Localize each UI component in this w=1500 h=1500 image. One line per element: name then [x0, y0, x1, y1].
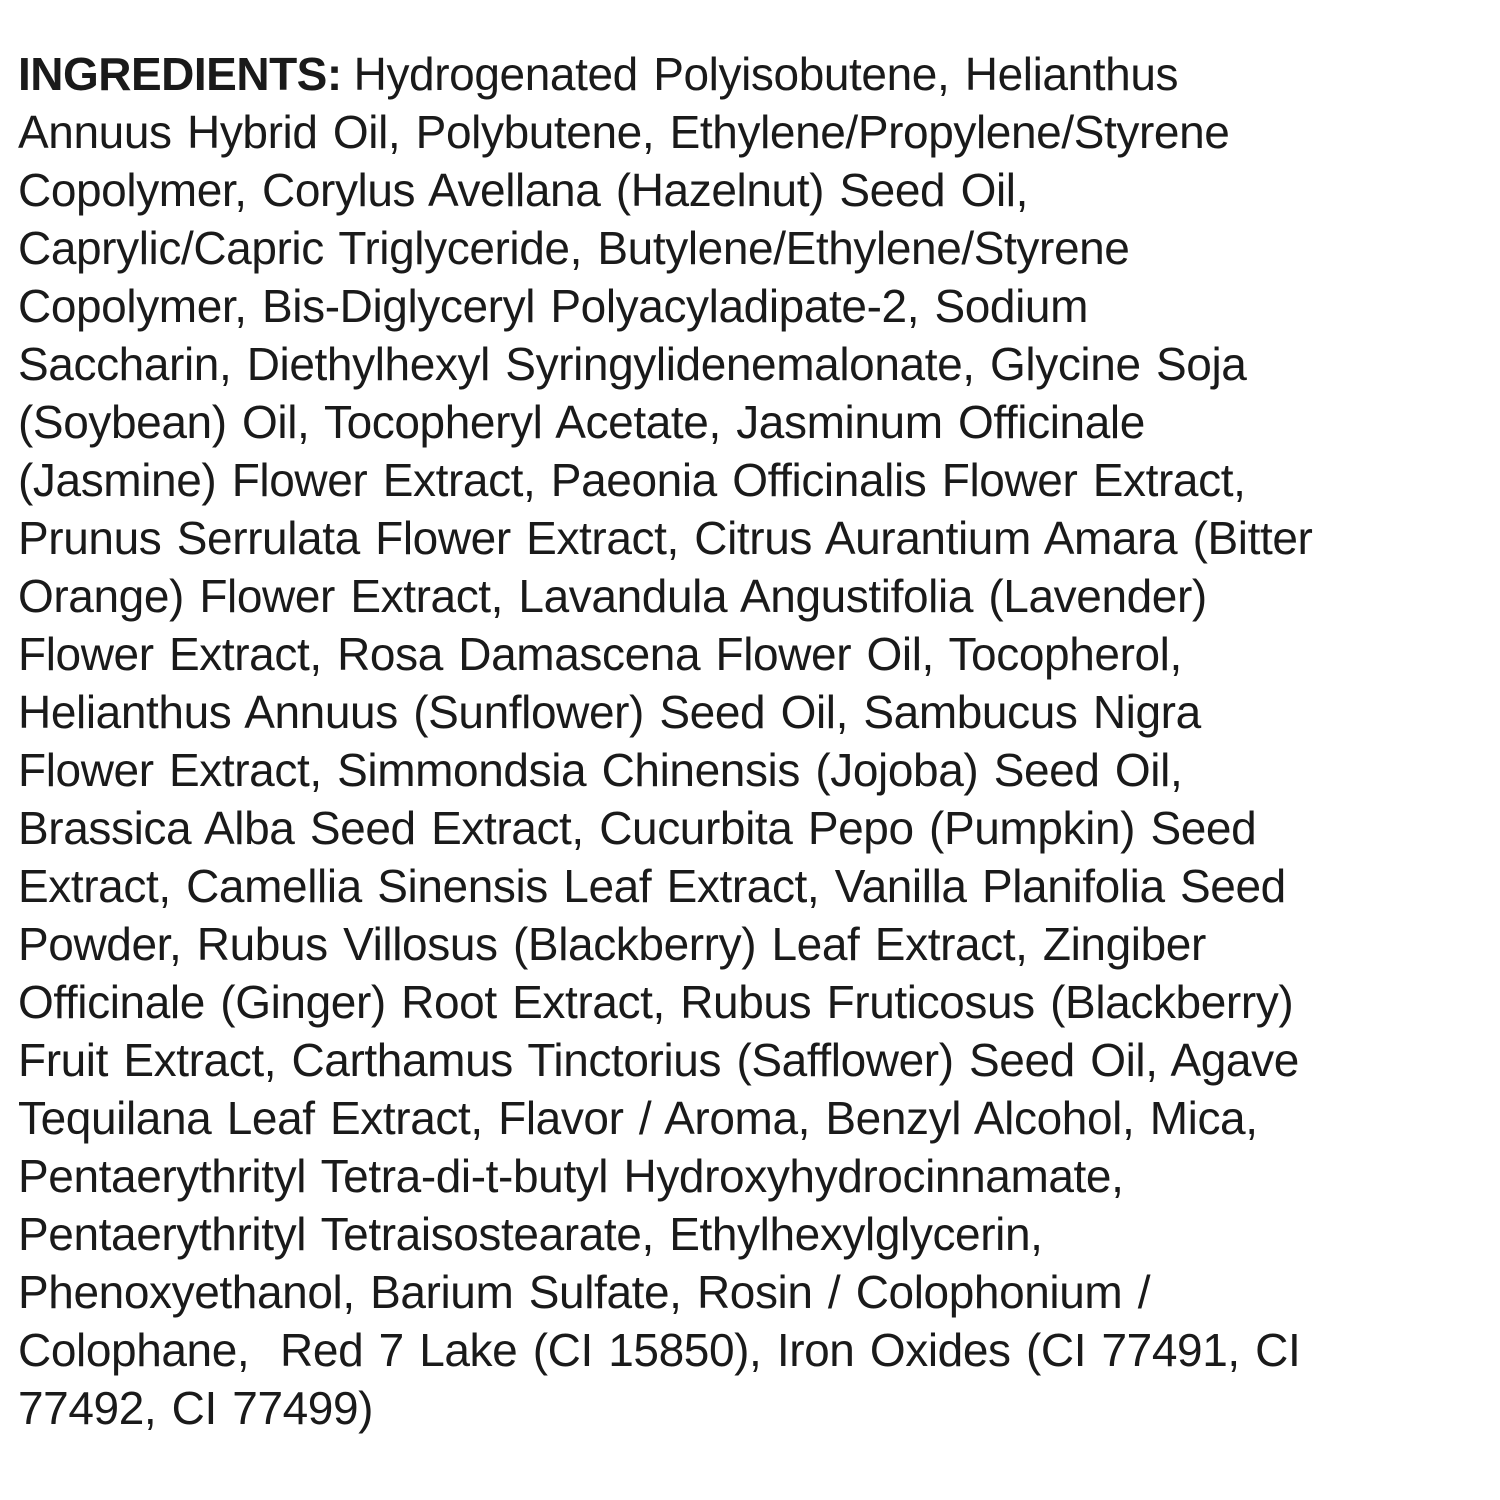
ingredients-line: Prunus Serrulata Flower Extract, Citrus Aurantium Amara (Bitter: [18, 512, 1313, 564]
ingredients-line: Tequilana Leaf Extract, Flavor / Aroma, Benzyl Alcohol, Mica,: [18, 1092, 1258, 1144]
ingredients-line: (Soybean) Oil, Tocopheryl Acetate, Jasminum Officinale: [18, 396, 1145, 448]
ingredients-line: Colophane, Red 7 Lake (CI 15850), Iron Oxides (CI 77491, CI: [18, 1324, 1301, 1376]
ingredients-line: Caprylic/Capric Triglyceride, Butylene/Ethylene/Styrene: [18, 222, 1130, 274]
ingredients-line: Pentaerythrityl Tetra-di-t-butyl Hydroxyhydrocinnamate,: [18, 1150, 1124, 1202]
ingredients-heading: INGREDIENTS:: [18, 48, 342, 100]
ingredients-line: Fruit Extract, Carthamus Tinctorius (Safflower) Seed Oil, Agave: [18, 1034, 1299, 1086]
ingredients-line: Pentaerythrityl Tetraisostearate, Ethylhexylglycerin,: [18, 1208, 1043, 1260]
ingredients-line: Saccharin, Diethylhexyl Syringylidenemalonate, Glycine Soja: [18, 338, 1247, 390]
ingredients-line: Powder, Rubus Villosus (Blackberry) Leaf Extract, Zingiber: [18, 918, 1206, 970]
ingredients-paragraph: [18, 45, 1478, 1437]
ingredients-line-text: Hydrogenated Polyisobutene, Helianthus: [353, 48, 1179, 100]
ingredients-line: (Jasmine) Flower Extract, Paeonia Officinalis Flower Extract,: [18, 454, 1246, 506]
ingredients-line: Annuus Hybrid Oil, Polybutene, Ethylene/Propylene/Styrene: [18, 106, 1230, 158]
ingredients-line: Extract, Camellia Sinensis Leaf Extract, Vanilla Planifolia Seed: [18, 860, 1286, 912]
ingredients-line: Phenoxyethanol, Barium Sulfate, Rosin / Colophonium /: [18, 1266, 1151, 1318]
ingredients-line: Orange) Flower Extract, Lavandula Angustifolia (Lavender): [18, 570, 1207, 622]
ingredients-line: Copolymer, Bis-Diglyceryl Polyacyladipate-2, Sodium: [18, 280, 1089, 332]
ingredients-line: Flower Extract, Rosa Damascena Flower Oil, Tocopherol,: [18, 628, 1182, 680]
ingredients-line: Copolymer, Corylus Avellana (Hazelnut) Seed Oil,: [18, 164, 1028, 216]
ingredients-line: Helianthus Annuus (Sunflower) Seed Oil, Sambucus Nigra: [18, 686, 1201, 738]
ingredients-line: Officinale (Ginger) Root Extract, Rubus Fruticosus (Blackberry): [18, 976, 1294, 1028]
ingredients-line: Flower Extract, Simmondsia Chinensis (Jojoba) Seed Oil,: [18, 744, 1183, 796]
ingredients-line: Brassica Alba Seed Extract, Cucurbita Pepo (Pumpkin) Seed: [18, 802, 1257, 854]
ingredients-line: 77492, CI 77499): [18, 1382, 374, 1434]
ingredients-line: [18, 45, 1478, 103]
